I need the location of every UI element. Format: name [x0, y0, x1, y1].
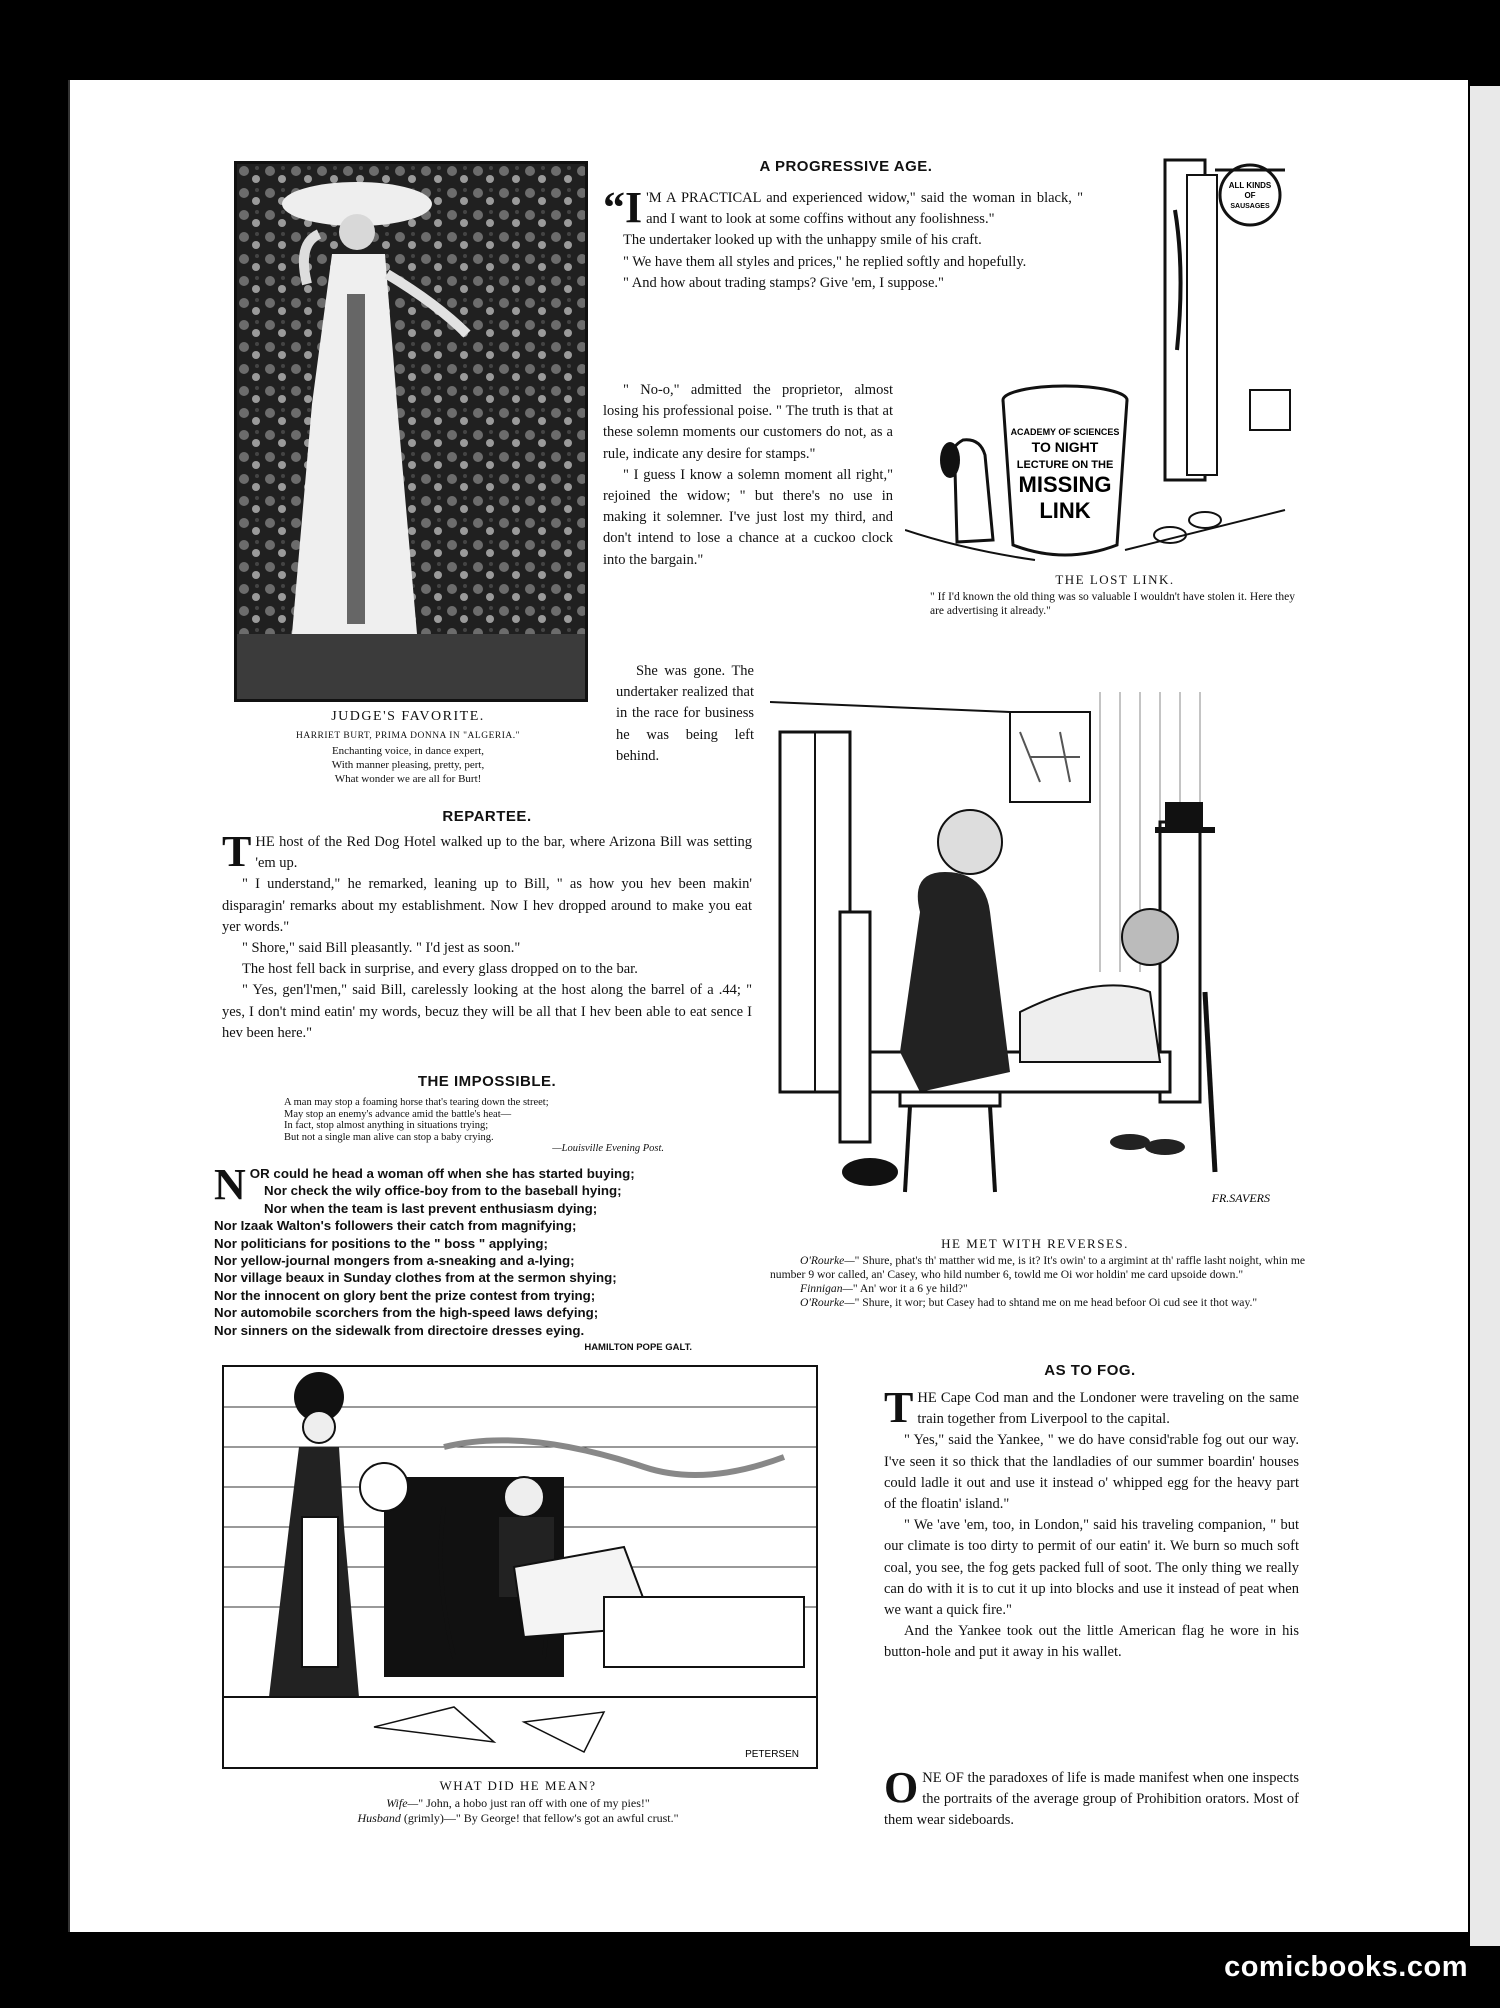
dialogue-line	[222, 1811, 814, 1826]
epigraph-line: But not a single man alive can stop a baby crying.	[284, 1131, 494, 1143]
sign-line-1: ALL KINDS	[1228, 181, 1272, 190]
repartee-title: REPARTEE.	[442, 808, 532, 825]
harriet-burt-photo	[234, 161, 588, 702]
paragraph: " I understand," he remarked, leaning up to Bill, " as how you hev been makin' disparagin' remarks about my establishment. Now I hev dropped around to make you eat yer words."	[222, 876, 752, 935]
paragraph: " I guess I know a solemn moment all right," rejoined the widow; " but there's no use in making it solemner. I've just lost my third, and don't intend to lose a chance at a cuckoo clock into the bargain."	[603, 466, 893, 568]
dialogue-line	[770, 1282, 1305, 1296]
poem-line: Nor village beaux in Sunday clothes from at the sermon shying;	[214, 1270, 617, 1286]
dialogue-text: " Shure, phat's th' matther wid me, is it? It's owin' to a argimint at th' raffle lasht noight, whin me number 9 wor called, an' Casey, who hild number 6, towld me Oi wor holdin' me card upsoide down."	[770, 1254, 1305, 1281]
what-did-he-mean-dialogue	[222, 1796, 814, 1826]
dialogue-line	[770, 1296, 1305, 1310]
dialogue-text: " An' wor it a 6 ye hild?"	[852, 1282, 968, 1295]
poem-line: Nor Izaak Walton's followers their catch from magnifying;	[214, 1218, 577, 1234]
poem-line: OR could he head a woman off when she has started buying;	[249, 1166, 635, 1181]
paragraph: She was gone. The undertaker realized that in the race for business he was being left behind.	[616, 663, 754, 764]
poem-line: Nor politicians for positions to the " boss " applying;	[214, 1235, 548, 1251]
poem-line: Nor check the wily office-boy from to the baseball hying;	[264, 1183, 622, 1199]
what-did-he-mean-illustration	[222, 1365, 818, 1769]
paragraph: " Yes, gen'l'men," said Bill, carelessly looking at the host along the barrel of a .44; " yes, I don't mind eatin' my words, becuz they will be all that I hev been able to eat sence I hev been here."	[222, 982, 752, 1041]
paragraph: HE host of the Red Dog Hotel walked up to the bar, where Arizona Bill was setting 'em up.	[255, 834, 752, 872]
verse-line-3: What wonder we are all for Burt!	[334, 773, 482, 785]
paragraph: " No-o," admitted the proprietor, almost losing his professional poise. " The truth is that at these solemn moments our customers do not, as a rule, indicate any desire for stamps."	[603, 382, 893, 462]
barrel-line-3: LECTURE ON THE	[1016, 459, 1114, 471]
dialogue-line	[222, 1796, 814, 1811]
repartee-body	[222, 827, 752, 1044]
reverses-title: HE MET WITH REVERSES.	[941, 1236, 1129, 1251]
paragraph: " Shore," said Bill pleasantly. " I'd jest as soon."	[242, 940, 521, 957]
impossible-poem	[214, 1160, 754, 1356]
paragraph: 'M A PRACTICAL and experienced widow," said the woman in black, " and I want to look at some coffins without any foolishness."	[646, 190, 1083, 228]
poem-line: Nor when the team is last prevent enthusiasm dying;	[264, 1200, 598, 1216]
sign-line-2: OF	[1244, 191, 1256, 200]
site-watermark: comicbooks.com	[1224, 1951, 1468, 1983]
paragraph: NE OF the paradoxes of life is made manifest when one inspects the portraits of the average group of Prohibition orators. Most of them wear sideboards.	[884, 1770, 1299, 1829]
progressive-age-title: A PROGRESSIVE AGE.	[759, 158, 933, 175]
epigraph-line: A man may stop a foaming horse that's tearing down the street;	[284, 1097, 549, 1108]
dropcap: N	[214, 1160, 246, 1209]
dialogue-text: " Shure, it wor; but Casey had to shtand me on me head befoor Oi cud see it thot way."	[854, 1296, 1258, 1309]
artist-signature: PETERSEN	[745, 1749, 799, 1760]
paragraph: " We 'ave 'em, too, in London," said his traveling companion, " but our climate is too dirty to permit of our eatin' it. We burn so much soft coal, you see, the fog gets packed full of soot. The only thing we really can do with it is to cut it up into blocks and use it instead of peat when we want a quick fire."	[884, 1517, 1299, 1619]
paragraph: " And how about trading stamps? Give 'em, I suppose."	[623, 274, 944, 291]
dropcap: O	[884, 1763, 919, 1812]
what-did-he-mean-title: WHAT DID HE MEAN?	[439, 1778, 597, 1793]
dropcap: T	[884, 1383, 914, 1432]
paradox-body	[884, 1763, 1299, 1832]
as-to-fog-title: AS TO FOG.	[1044, 1362, 1136, 1379]
verse-line-1: Enchanting voice, in dance expert,	[331, 745, 485, 757]
lost-link-illustration	[905, 150, 1295, 570]
progressive-age-narrowest	[616, 661, 754, 767]
progressive-age-narrow	[603, 380, 893, 571]
as-to-fog-body	[884, 1383, 1299, 1664]
paragraph: The host fell back in surprise, and every glass dropped on to the bar.	[242, 961, 638, 978]
paragraph: And the Yankee took out the little American flag he wore in his button-hole and put it away in his wallet.	[884, 1623, 1299, 1661]
barrel-line-4: MISSING	[1018, 472, 1112, 497]
dialogue-text: (grimly)—" By George! that fellow's got an awful crust."	[403, 1811, 679, 1825]
dialogue-line	[770, 1254, 1305, 1282]
paragraph: The undertaker looked up with the unhappy smile of his craft.	[623, 232, 982, 249]
barrel-line-5: LINK	[1039, 498, 1091, 523]
dialogue-text: " John, a hobo just ran off with one of my pies!"	[418, 1796, 650, 1810]
speaker: Finnigan—	[800, 1282, 853, 1295]
speaker: O'Rourke—	[800, 1254, 855, 1267]
lost-link-caption: " If I'd known the old thing was so valuable I wouldn't have stolen it. Here they are advertising it already."	[930, 591, 1295, 617]
epigraph	[284, 1097, 704, 1155]
poem-line: Nor automobile scorchers from the high-speed laws defying;	[214, 1305, 599, 1321]
epigraph-line: May stop an enemy's advance amid the battle's heat—	[284, 1108, 512, 1120]
reverses-dialogue	[770, 1254, 1305, 1310]
poem-line: Nor the innocent on glory bent the prize contest from trying;	[214, 1287, 596, 1303]
lost-link-title: THE LOST LINK.	[1055, 572, 1175, 587]
epigraph-source: —Louisville Evening Post.	[552, 1143, 664, 1154]
verse-line-2: With manner pleasing, pretty, pert,	[331, 759, 485, 771]
reverses-illustration	[770, 672, 1300, 1222]
judges-favorite-subtitle: HARRIET BURT, PRIMA DONNA IN "ALGERIA."	[296, 731, 520, 741]
dropcap: T	[222, 827, 252, 876]
poem-author: HAMILTON POPE GALT.	[584, 1342, 692, 1354]
impossible-title: THE IMPOSSIBLE.	[417, 1073, 557, 1090]
sign-line-3: SAUSAGES	[1230, 203, 1270, 210]
paragraph: HE Cape Cod man and the Londoner were traveling on the same train together from Liverpool to the capital.	[917, 1390, 1299, 1428]
dropcap: “I	[603, 183, 643, 232]
speaker: O'Rourke—	[800, 1296, 855, 1309]
page-edge	[1470, 86, 1500, 1946]
speaker: Husband	[357, 1811, 401, 1825]
paragraph: " Yes," said the Yankee, " we do have consid'rable fog out our way. I've seen it so thick that the landladies of our summer boardin' houses could ladle it out and use it instead o' whipped egg for the heavy part of the floatin' island."	[884, 1432, 1299, 1513]
speaker: Wife—	[386, 1796, 419, 1810]
epigraph-line: In fact, stop almost anything in situations trying;	[284, 1120, 489, 1131]
barrel-line-2: TO NIGHT	[1031, 439, 1099, 455]
artist-signature: FR.SAVERS	[1211, 1191, 1270, 1205]
poem-line: Nor sinners on the sidewalk from directoire dresses eying.	[214, 1322, 585, 1338]
judges-favorite-title: JUDGE'S FAVORITE.	[331, 709, 485, 724]
paragraph: " We have them all styles and prices," he replied softly and hopefully.	[623, 253, 1027, 270]
barrel-line-1: ACADEMY OF SCIENCES	[1010, 427, 1120, 437]
poem-line: Nor yellow-journal mongers from a-sneaking and a-lying;	[214, 1253, 575, 1269]
